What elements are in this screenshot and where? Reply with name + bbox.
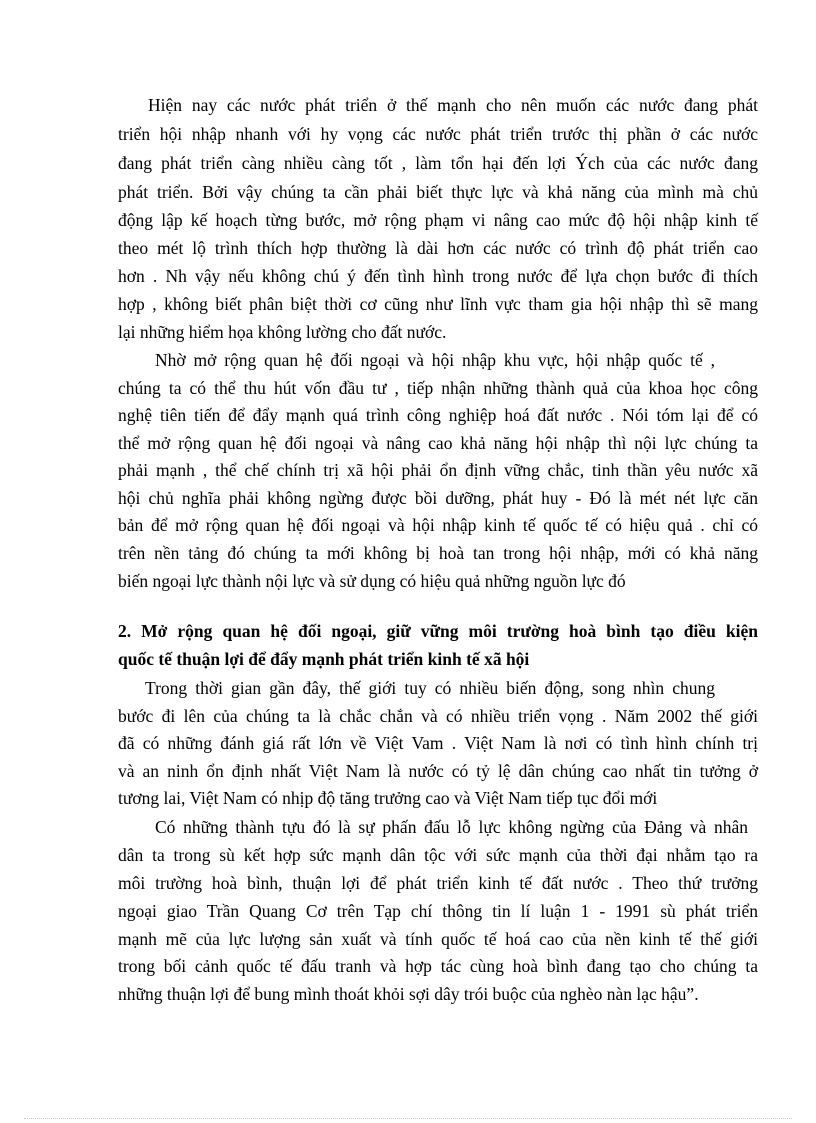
text-line: đã có những đánh giá rất lớn về Việt Vam . Việt Nam là nơi có tình hình chính trị: [118, 733, 758, 753]
text-line: bước đi lên của chúng ta là chắc chắn và có nhiều triển vọng . Năm 2002 thế giới: [118, 706, 758, 726]
text-line: động lập kế hoạch từng bước, mở rộng phạm vi nâng cao mức độ hội nhập kinh tế: [118, 210, 758, 230]
text-line: và an ninh ổn định nhất Việt Nam là nước có tỷ lệ dân chúng cao nhất tin tưởng ở: [118, 761, 758, 781]
text-line: hơn . Nh vậy nếu không chú ý đến tình hình trong nước để lựa chọn bước đi thích: [118, 266, 758, 286]
text-line: trong bối cảnh quốc tế đấu tranh và hợp tác cùng hoà bình đang tạo cho chúng ta: [118, 956, 758, 976]
text-line: nghệ tiên tiến để đẩy mạnh quá trình công nghiệp hoá đất nước . Nói tóm lại để có: [118, 405, 758, 425]
text-line: tương lai, Việt Nam có nhịp độ tăng trưởng cao và Việt Nam tiếp tục đổi mới: [118, 788, 658, 808]
heading-line: quốc tế thuận lợi để đẩy mạnh phát triển kinh tế xã hội: [118, 649, 530, 669]
text-line: môi trường hoà bình, thuận lợi để phát triển kinh tế đất nước . Theo thứ trưởng: [118, 873, 758, 893]
page-bottom-divider: [24, 1118, 792, 1119]
text-line: biến ngoại lực thành nội lực và sử dụng có hiệu quả những nguồn lực đó: [118, 571, 626, 591]
text-line: hội chủ nghĩa phải không ngừng được bồi dưỡng, phát huy - Đó là mét nét lực căn: [118, 488, 758, 508]
text-line: mạnh mẽ của lực lượng sản xuất và tính quốc tế hoá cao của nền kinh tế thế giới: [118, 929, 758, 949]
heading-line: 2. Mở rộng quan hệ đối ngoại, giữ vững môi trường hoà bình tạo điều kiện: [118, 621, 758, 641]
text-line: thể mở rộng quan hệ đối ngoại và nâng cao khả năng hội nhập thì nội lực chúng ta: [118, 433, 758, 453]
text-line: bản để mở rộng quan hệ đối ngoại và hội nhập kinh tế quốc tế có hiệu quả . chỉ có: [118, 515, 758, 535]
text-line: Trong thời gian gần đây, thế giới tuy có nhiều biến động, song nhìn chung: [145, 678, 715, 698]
text-line: phát triển. Bởi vậy chúng ta cần phải biết thực lực và khả năng của mình mà chủ: [118, 182, 758, 202]
text-line: dân ta trong sù kết hợp sức mạnh dân tộc với sức mạnh của thời đại nhằm tạo ra: [118, 845, 758, 865]
text-line: hợp , không biết phân biệt thời cơ cũng như lĩnh vực tham gia hội nhập thì sẽ mang: [118, 294, 758, 314]
text-line: lại những hiểm họa không lường cho đất nước.: [118, 322, 447, 342]
text-line: trên nền tảng đó chúng ta mới không bị hoà tan trong hội nhập, mới có khả năng: [118, 543, 758, 563]
text-line: phải mạnh , thể chế chính trị xã hội phải ổn định vững chắc, tinh thần yêu nước xã: [118, 460, 758, 480]
text-line: triển hội nhập nhanh với hy vọng các nước phát triển trước thị phần ở các nước: [118, 124, 758, 144]
text-line: Có những thành tựu đó là sự phấn đấu lỗ lực không ngừng của Đảng và nhân: [155, 817, 748, 837]
text-line: Hiện nay các nước phát triển ở thế mạnh cho nên muốn các nước đang phát: [148, 95, 758, 115]
text-line: những thuận lợi để bung mình thoát khỏi sợi dây trói buộc của nghèo nàn lạc hậu”.: [118, 984, 699, 1004]
text-line: ngoại giao Trần Quang Cơ trên Tạp chí thông tin lí luận 1 - 1991 sù phát triển: [118, 901, 758, 921]
text-line: Nhờ mở rộng quan hệ đối ngoại và hội nhập khu vực, hội nhập quốc tế ,: [155, 350, 715, 370]
text-line: theo mét lộ trình thích hợp thường là dài hơn các nước có trình độ phát triển cao: [118, 238, 758, 258]
text-line: chúng ta có thể thu hút vốn đầu tư , tiếp nhận những thành quả của khoa học công: [118, 378, 758, 398]
text-line: đang phát triển càng nhiều càng tốt , làm tổn hại đến lợi Ých của các nước đang: [118, 153, 758, 173]
